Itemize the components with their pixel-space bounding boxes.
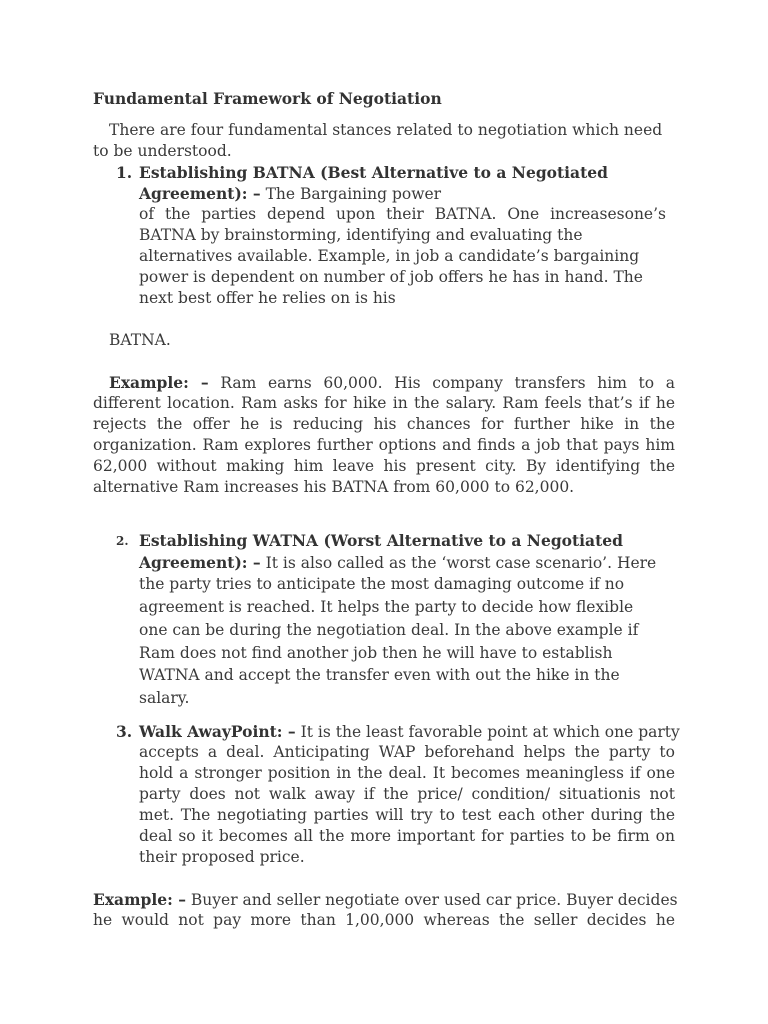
watna-line: the party tries to anticipate the most damaging outcome if no [139,575,625,593]
page-title: Fundamental Framework of Negotiation [93,89,442,108]
batna-line: BATNA by brainstorming, identifying and evaluating the [139,226,583,244]
watna-text-1: It is also called as the ‘worst case scenario’. Here [265,554,657,572]
wap-text-1: It is the least favorable point at which one party [300,723,680,741]
watna-heading-line-2 [139,552,656,574]
example1-line: different location. Ram asks for hike in the salary. Ram feels that’s if he [93,394,675,412]
wap-line-1 [139,721,680,743]
watna-heading-line-1 [139,530,623,552]
batna-line: next best offer he relies on is his [139,289,396,307]
batna-heading-line-1 [139,162,608,184]
wap-line: their proposed price. [139,848,305,866]
example1-first: Ram earns 60,000. His company transfers him to a [220,374,675,392]
watna-heading-1: Establishing WATNA (Worst Alternative to a Negotiated [139,531,623,550]
example2-label: Example: – [93,890,186,909]
example2-line-1 [93,889,678,911]
watna-line: agreement is reached. It helps the party to decide how flexible [139,598,634,616]
list-number-3: 3. [116,722,133,741]
watna-line: one can be during the negotiation deal. In the above example if [139,621,639,639]
watna-heading-2: Agreement): – [139,553,261,572]
example1-line: organization. Ram explores further options and finds a job that pays him [93,436,675,454]
batna-line: power is dependent on number of job offers he has in hand. The [139,268,643,286]
example1-label: Example: – [109,373,209,392]
batna-line: alternatives available. Example, in job a candidate’s bargaining [139,247,640,265]
wap-line: deal so it becomes all the more important for parties to be firm on [139,827,675,845]
wap-line: party does not walk away if the price/ condition/ situationis not [139,785,675,803]
wap-heading: Walk AwayPoint: – [139,722,296,741]
batna-text-1: The Bargaining power [265,185,442,203]
intro-line-1: There are four fundamental stances related to negotiation which need [109,121,663,139]
wap-line: accepts a deal. Anticipating WAP beforehand helps the party to [139,743,675,761]
example2-first: Buyer and seller negotiate over used car price. Buyer decides [190,891,678,909]
example1-line: rejects the offer he is reducing his chances for further hike in the [93,415,675,433]
example1-line: 62,000 without making him leave his present city. By identifying the [93,457,675,475]
example2-line-2: he would not pay more than 1,00,000 whereas the seller decides he [93,911,675,929]
example1-line: alternative Ram increases his BATNA from 60,000 to 62,000. [93,478,575,496]
batna-tail: BATNA. [109,331,171,349]
list-number-1: 1. [116,163,133,182]
batna-heading-2: Agreement): – [139,184,261,203]
batna-heading-1: Establishing BATNA (Best Alternative to a Negotiated [139,163,608,182]
list-number-2: 2. [116,534,129,548]
intro-line-2: to be understood. [93,142,232,160]
example1-line-1 [109,372,675,394]
batna-heading-line-2 [139,183,441,205]
wap-line: hold a stronger position in the deal. It becomes meaningless if one [139,764,675,782]
batna-line: of the parties depend upon their BATNA. One increasesone’s [139,205,666,223]
wap-line: met. The negotiating parties will try to test each other during the [139,806,675,824]
watna-line: Ram does not find another job then he will have to establish [139,644,613,662]
watna-line: salary. [139,689,190,707]
watna-line: WATNA and accept the transfer even with out the hike in the [139,666,620,684]
